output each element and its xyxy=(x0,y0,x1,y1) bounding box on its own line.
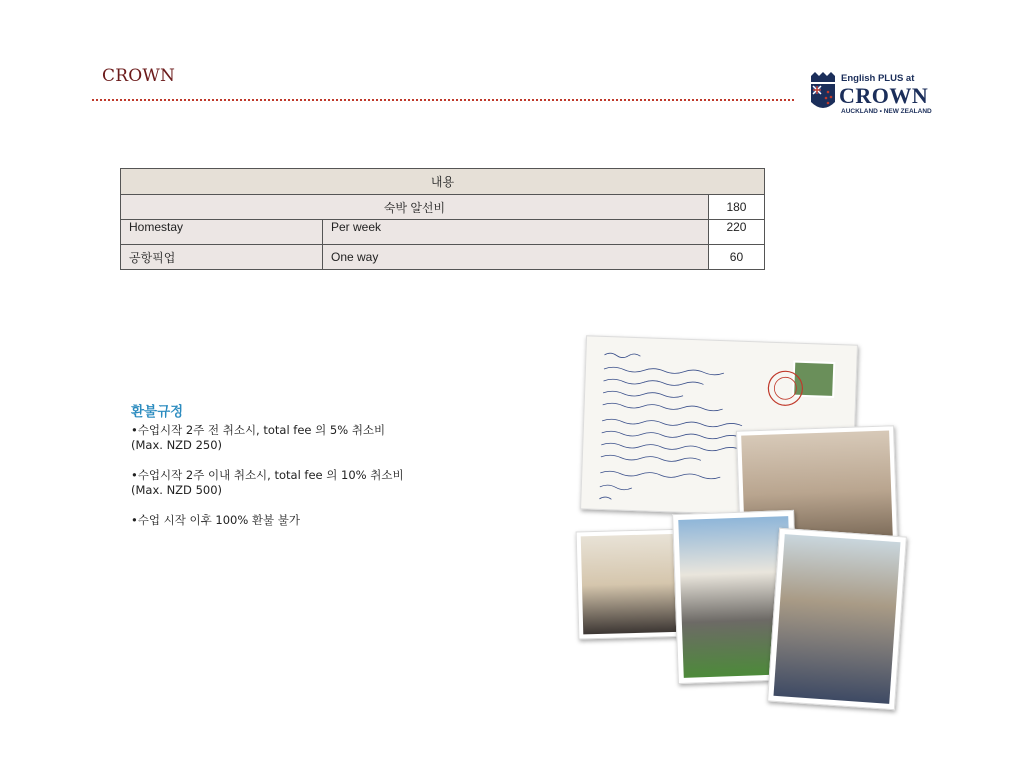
logo-tagline: English PLUS at xyxy=(841,73,915,84)
table-cell-unit: One way xyxy=(323,245,709,270)
refund-item-line: •수업시작 2주 이내 취소시, total fee 의 10% 취소비 xyxy=(131,468,404,482)
fee-table xyxy=(120,168,765,270)
photo-collage xyxy=(575,340,895,700)
crest-icon xyxy=(808,72,838,116)
refund-item xyxy=(131,423,461,453)
logo-wordmark: CROWN xyxy=(839,83,929,108)
header-divider xyxy=(92,99,794,101)
table-cell-unit: Per week xyxy=(323,220,709,245)
table-cell-label: Homestay xyxy=(121,220,323,245)
refund-item-line: •수업시작 2주 전 취소시, total fee 의 5% 취소비 xyxy=(131,423,386,437)
table-row xyxy=(121,245,765,270)
logo-subline: AUCKLAND • NEW ZEALAND xyxy=(841,108,932,115)
table-cell-value: 220 xyxy=(708,220,764,245)
refund-item-note: (Max. NZD 250) xyxy=(131,438,223,452)
table-header-cell: 내용 xyxy=(121,169,765,195)
refund-item-line: •수업 시작 이후 100% 환불 불가 xyxy=(131,513,301,527)
refund-item-note: (Max. NZD 500) xyxy=(131,483,223,497)
table-cell-value: 180 xyxy=(708,195,764,220)
refund-item xyxy=(131,513,461,528)
table-cell-label: 숙박 알선비 xyxy=(121,195,709,220)
crown-logo xyxy=(808,72,948,118)
table-row xyxy=(121,220,765,245)
table-row xyxy=(121,195,765,220)
refund-item xyxy=(131,468,461,498)
refund-policy xyxy=(131,405,461,543)
table-header-row xyxy=(121,169,765,195)
refund-title: 환불규정 xyxy=(131,404,184,420)
page-title: CROWN xyxy=(102,66,176,86)
kitchen-photo-image xyxy=(767,528,907,711)
table-cell-label: 공항픽업 xyxy=(121,245,323,270)
table-cell-value: 60 xyxy=(708,245,764,270)
